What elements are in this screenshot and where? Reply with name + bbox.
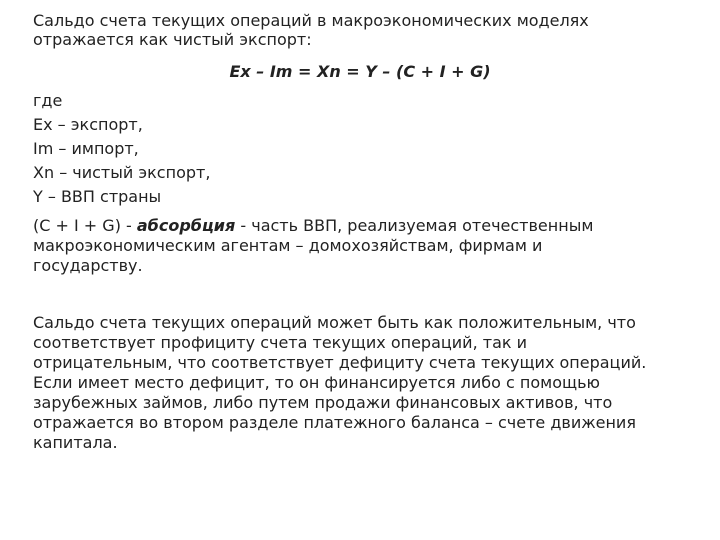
paragraph-line: Сальдо счета текущих операций может быть как положительным, что: [33, 313, 636, 332]
absorption-line-1-rest: - часть ВВП, реализуемая отечественным: [235, 216, 594, 235]
absorption-line-2: макроэкономическим агентам – домохозяйствам, фирмам и: [33, 236, 543, 255]
absorption-prefix: (C + I + G) -: [33, 216, 137, 235]
absorption-definition: [33, 216, 703, 276]
current-account-paragraph: [33, 313, 703, 453]
definitions-where: где: [33, 91, 63, 110]
intro-line-2: отражается как чистый экспорт:: [33, 30, 312, 49]
paragraph-line: отражается во втором разделе платежного баланса – счете движения: [33, 413, 636, 432]
paragraph-line: зарубежных займов, либо путем продажи финансовых активов, что: [33, 393, 613, 412]
intro-text: [33, 11, 693, 49]
definition-import: Im – импорт,: [33, 139, 139, 158]
definition-export: Ex – экспорт,: [33, 115, 143, 134]
paragraph-line: отрицательным, что соответствует дефициту счета текущих операций.: [33, 353, 647, 372]
paragraph-line: Если имеет место дефицит, то он финансируется либо с помощью: [33, 373, 601, 392]
paragraph-line: соответствует профициту счета текущих операций, так и: [33, 333, 528, 352]
net-export-formula: Ex – Im = Xn = Y – (C + I + G): [229, 62, 491, 81]
intro-line-1: Сальдо счета текущих операций в макроэкономических моделях: [33, 11, 589, 30]
definitions-list: [33, 89, 210, 209]
definition-gdp: Y – ВВП страны: [33, 187, 162, 206]
absorption-line-1: [33, 216, 703, 236]
absorption-term: абсорбция: [136, 216, 236, 235]
absorption-line-3: государству.: [33, 256, 143, 275]
paragraph-line: капитала.: [33, 433, 118, 452]
definition-net-export: Xn – чистый экспорт,: [33, 163, 211, 182]
